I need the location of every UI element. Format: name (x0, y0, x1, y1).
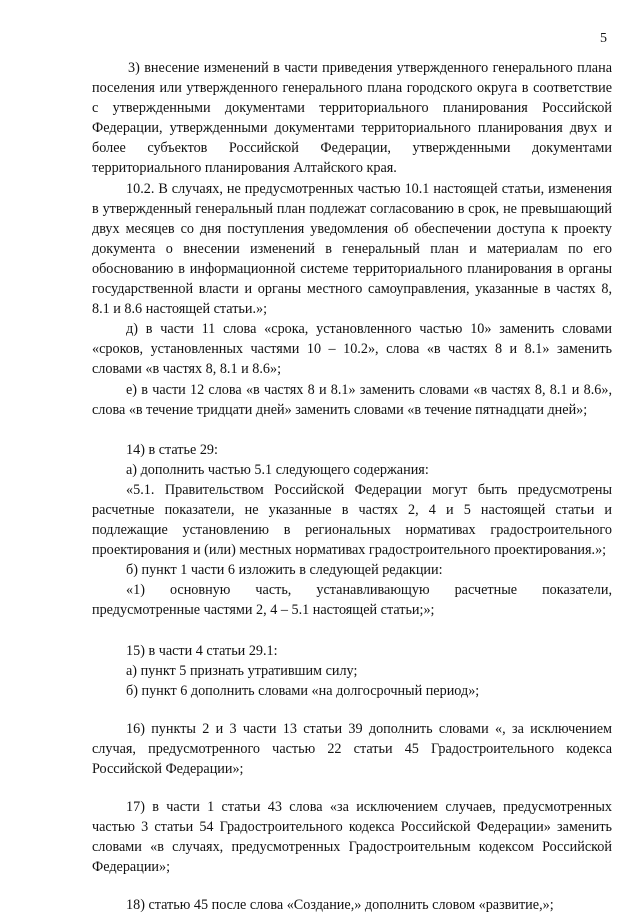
paragraph-quote-5-1: «5.1. Правительством Российской Федерации могут быть предусмотрены расчетные показатели, не указанные в частях 2, 4 и 5 настоящей статьи и подлежащие установлению в региональных нормативах градостроительного проектирования и (или) местных нормативах градостроительного проектирования.»; (92, 481, 612, 559)
paragraph-subitem-d: д) в части 11 слова «срока, установленного частью 10» заменить словами «сроков, установленных частями 10 – 10.2», слова «в частях 8 и 8.1» заменить словами «в частях 8, 8.1 и 8.6»; (92, 321, 612, 378)
page-number: 5 (600, 31, 607, 46)
paragraph-item-15-b: б) пункт 6 дополнить словами «на долгосрочный период»; (126, 682, 480, 699)
paragraph-subitem-b: б) пункт 1 части 6 изложить в следующей редакции: (126, 562, 443, 579)
paragraph-item-14: 14) в статье 29: (126, 441, 218, 458)
paragraph-item-3: 3) внесение изменений в части приведения утвержденного генерального плана поселения или утвержденного генерального плана городского округа в соответствие с утвержденными документами территориального планирования Российской Федерации, утвержденными документами территориального планирования двух и более субъектов Российской Федерации, утвержденными документами территориального планирования Алтайского края. (92, 60, 612, 177)
paragraph-item-16: 16) пункты 2 и 3 части 13 статьи 39 дополнить словами «, за исключением случая, предусмотренного частью 22 статьи 45 Градостроительного кодекса Российской Федерации»; (92, 720, 612, 777)
spacer (92, 877, 612, 895)
spacer (92, 779, 612, 797)
spacer (92, 420, 612, 440)
paragraph-item-18: 18) статью 45 после слова «Создание,» дополнить словом «развитие,»; (126, 897, 554, 914)
paragraph-subitem-e: е) в части 12 слова «в частях 8 и 8.1» заменить словами «в частях 8, 8.1 и 8.6», слова «в течение тридцати дней» заменить словами «в течение пятнадцати дней»; (92, 381, 612, 418)
document-body (92, 58, 612, 916)
paragraph-item-15: 15) в части 4 статьи 29.1: (126, 642, 278, 659)
paragraph-subitem-a: а) дополнить частью 5.1 следующего содержания: (126, 461, 429, 478)
spacer (92, 701, 612, 719)
paragraph-10-2: 10.2. В случаях, не предусмотренных частью 10.1 настоящей статьи, изменения в утвержденный генеральный план подлежат согласованию в срок, не превышающий двух месяцев со дня поступления уведомления об обеспечении доступа к проекту документа о внесении изменений в генеральный план и материалам по его обоснованию в информационной системе территориального планирования в органы государственной власти и органы местного самоуправления, указанные в частях 8, 8.1 и 8.6 настоящей статьи.»; (92, 180, 612, 318)
paragraph-item-15-a: а) пункт 5 признать утратившим силу; (126, 662, 358, 679)
spacer (92, 621, 612, 641)
paragraph-quote-1: «1) основную часть, устанавливающую расчетные показатели, предусмотренные частями 2, 4 – 5.1 настоящей статьи;»; (92, 582, 612, 619)
paragraph-item-17: 17) в части 1 статьи 43 слова «за исключением случаев, предусмотренных частью 3 статьи 54 Градостроительного кодекса Российской Федерации» заменить словами «в случаях, предусмотренных Градостроительным кодексом Российской Федерации»; (92, 799, 612, 876)
